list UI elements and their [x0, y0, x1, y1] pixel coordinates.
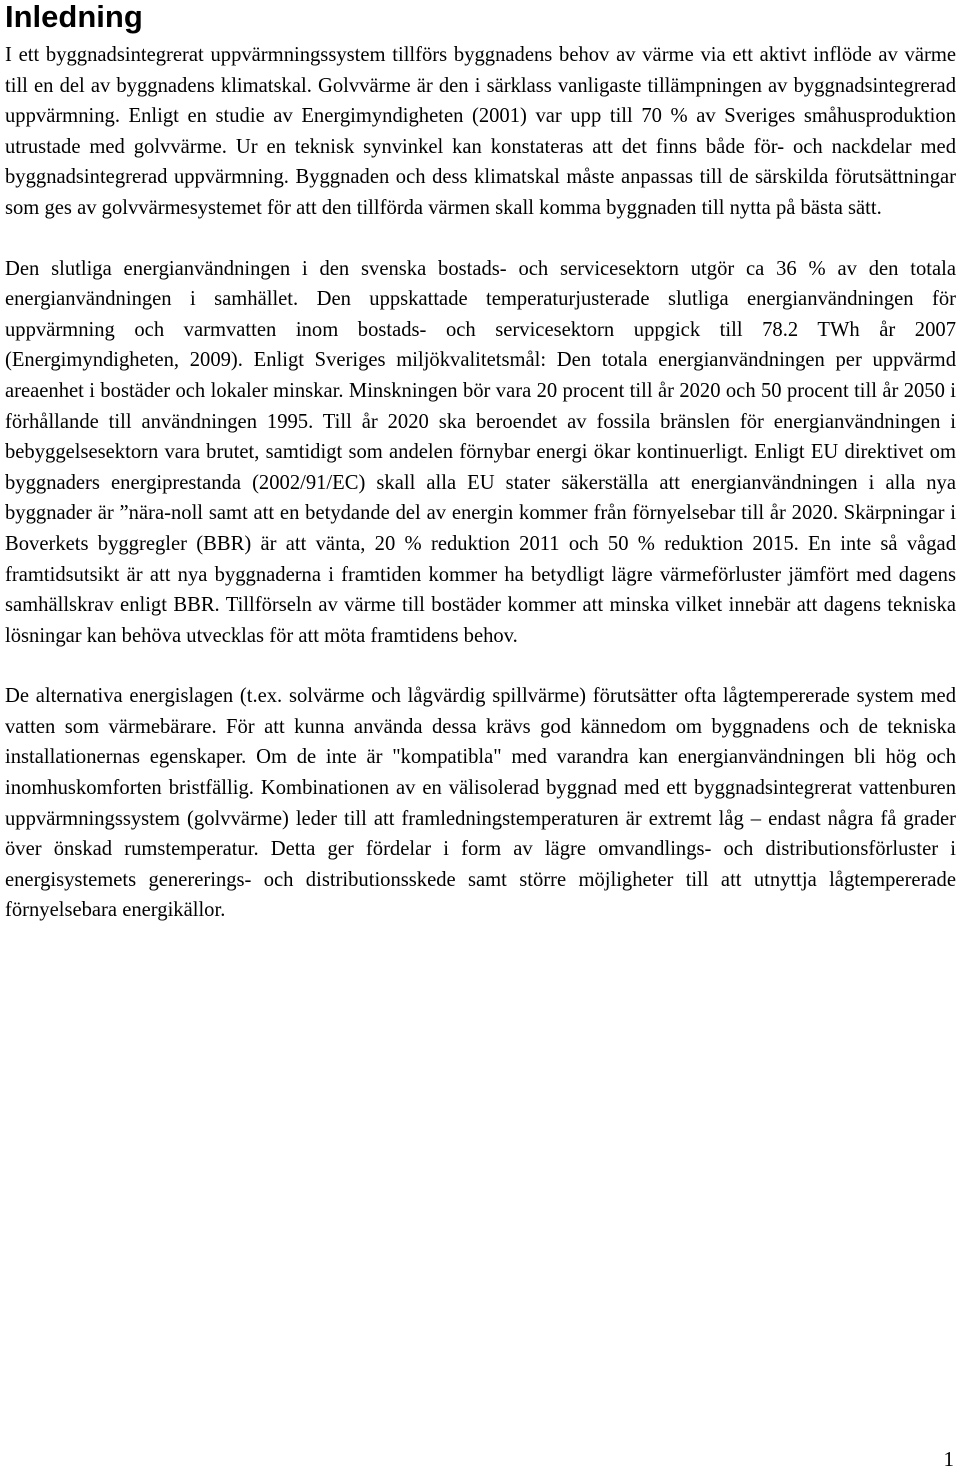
section-heading: Inledning: [5, 0, 143, 34]
paragraph-alternative-energy: De alternativa energislagen (t.ex. solvärme och lågvärdig spillvärme) förutsätter ofta lågtempererade system med vatten som värmebärare. För att kunna använda dessa krävs god kännedom om byggnadens och de tekniska installationernas egenskaper. Om de inte är "kompatibla" med varandra kan energianvändningen bli hög och inomhuskomforten bristfällig. Kombinationen av en välisolerad byggnad med ett byggnadsintegrerat vattenburen uppvärmningssystem (golvvärme) leder till att framledningstemperaturen är extremt låg – endast några få grader över önskad rumstemperatur. Detta ger fördelar i form av lägre omvandlings- och distributionsförluster i energisystemets genererings- och distributionsskede samt större möjligheter till att utnyttja lågtempererade förnyelsebara energikällor.: [5, 685, 956, 922]
paragraph-intro: I ett byggnadsintegrerat uppvärmningssystem tillförs byggnadens behov av värme via ett aktivt inflöde av värme till en del av byggnadens klimatskal. Golvvärme är den i särklass vanligaste tillämpningen av byggnadsintegrerad uppvärmning. Enligt en studie av Energimyndigheten (2001) var upp till 70 % av Sveriges småhusproduktion utrustade med golvvärme. Ur en teknisk synvinkel kan konstateras att det finns både för- och nackdelar med byggnadsintegrerad uppvärmning. Byggnaden och dess klimatskal måste anpassas till de särskilda förutsättningar som ges av golvvärmesystemet för att den tillförda värmen skall komma byggnaden till nytta på bästa sätt.: [5, 44, 956, 219]
paragraph-energy-use: Den slutliga energianvändningen i den svenska bostads- och servicesektorn utgör ca 36 % av den totala energianvändningen i samhället. Den uppskattade temperaturjusterade slutliga energianvändningen för uppvärmning och varmvatten inom bostads- och servicesektorn uppgick till 78.2 TWh år 2007 (Energimyndigheten, 2009). Enligt Sveriges miljökvalitetsmål: Den totala energianvändningen per uppvärmd areaenhet i bostäder och lokaler minskar. Minskningen bör vara 20 procent till år 2020 och 50 procent till år 2050 i förhållande till användningen 1995. Till år 2020 ska beroendet av fossila bränslen för energianvändningen i bebyggelsesektorn vara brutet, samtidigt som andelen förnybar energi ökar kontinuerligt. Enligt EU direktivet om byggnaders energiprestanda (2002/91/EC) skall alla EU stater säkerställa att energianvändningen i alla nya byggnader är ”nära-noll samt att en betydande del av energin kommer från förnyelsebar till år 2020. Skärpningar i Boverkets byggregler (BBR) är att vänta, 20 % reduktion 2011 och 50 % reduktion 2015. En inte så vågad framtidsutsikt är att nya byggnaderna i framtiden kommer ha betydligt lägre värmeförluster jämfört med dagens samhällskrav enligt BBR. Tillförseln av värme till bostäder kommer att minska vilket innebär att dagens tekniska lösningar kan behöva utvecklas för att möta framtidens behov.: [5, 257, 956, 647]
page-number: 1: [943, 1447, 954, 1471]
